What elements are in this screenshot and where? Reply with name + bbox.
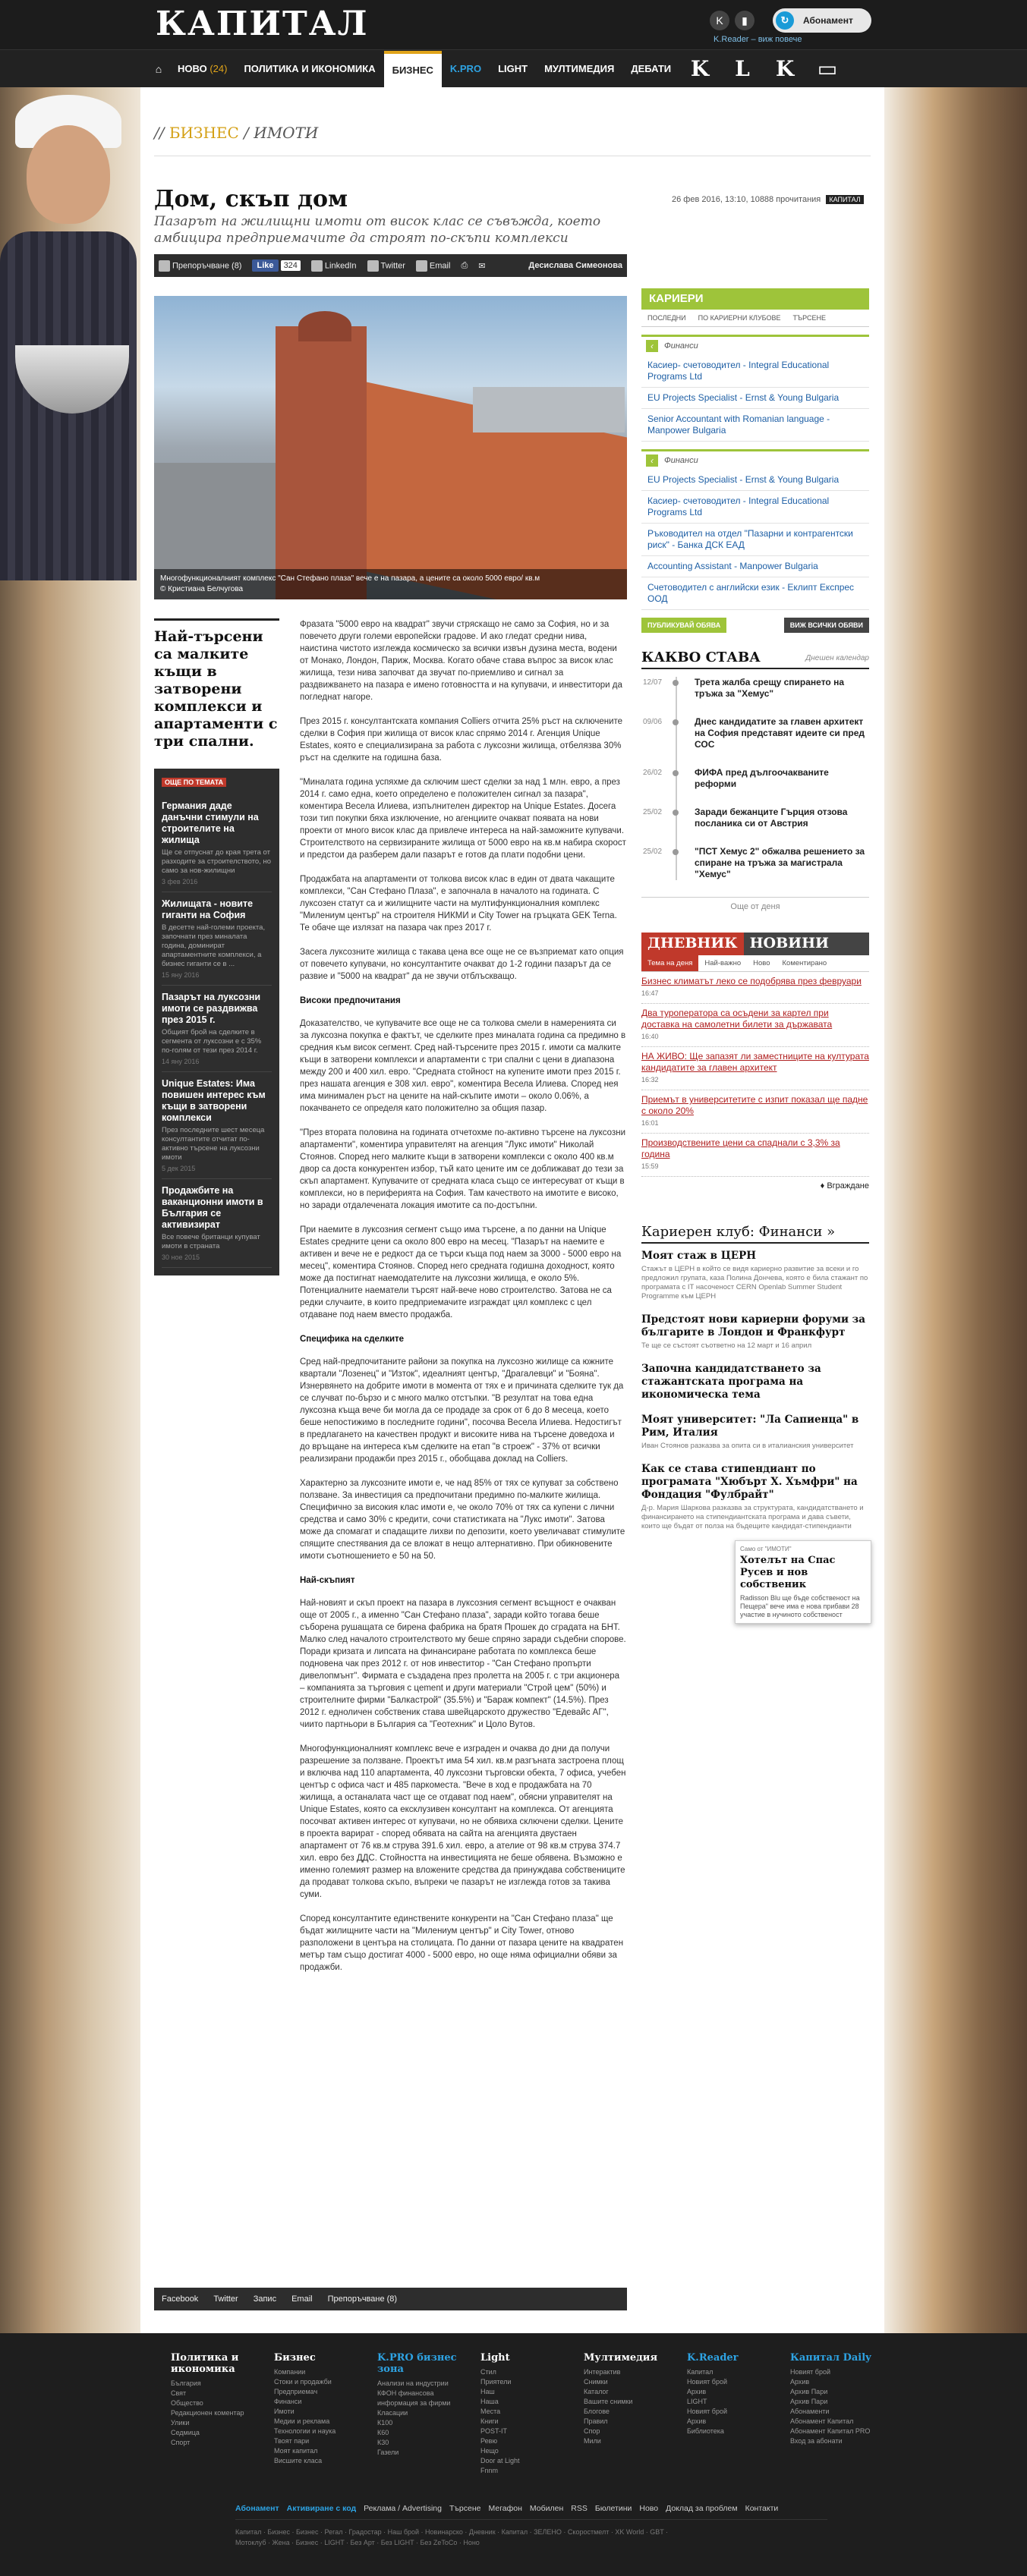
article-subheading: Най-скъпият <box>300 1576 355 1585</box>
job-listing-link[interactable]: EU Projects Specialist - Ernst & Young Bulgaria <box>641 470 869 491</box>
whats-happening <box>641 650 869 916</box>
dnevnik-news-time: 16:47 <box>641 989 659 997</box>
footer-link[interactable]: Новият брой <box>687 2378 728 2386</box>
footer-link[interactable]: Правил <box>584 2417 608 2425</box>
dnevnik-tab-important[interactable]: Най-важно <box>704 959 742 967</box>
popup-kicker: Само от "ИМОТИ" <box>740 1546 792 1552</box>
nav-item-kpro[interactable]: K.PRO <box>449 63 482 74</box>
dnevnik-news-item <box>641 1090 869 1134</box>
footer-link[interactable]: Архив <box>790 2378 810 2386</box>
footer-nav-link[interactable]: RSS <box>571 2504 588 2513</box>
footer-link[interactable]: Интерактив <box>584 2368 621 2376</box>
footer-link[interactable]: Спорт <box>171 2439 191 2446</box>
footer-link[interactable]: Наш <box>480 2388 495 2395</box>
dnevnik-news-time: 16:01 <box>641 1119 659 1127</box>
library-brand-icon[interactable]: ▭ <box>817 56 838 81</box>
footer-link[interactable]: Твоят пари <box>274 2437 310 2445</box>
timeline-event[interactable] <box>643 807 869 829</box>
top-bar <box>0 0 1027 49</box>
career-club-item <box>641 1408 869 1457</box>
footer-link[interactable]: Общество <box>171 2399 203 2407</box>
footer-link[interactable]: Fnnm <box>480 2467 499 2474</box>
footer-link[interactable]: Приятели <box>480 2378 512 2386</box>
subscribe-icon: ↻ <box>776 11 794 30</box>
footer-column-title[interactable]: Капитал Daily <box>790 2352 871 2364</box>
photo-caption: Многофункционалният комплекс "Сан Стефано плаза" вече е на пазара, а цените са около 5000 евро/ кв.м <box>160 574 540 583</box>
article-paragraph: Най-новият и скъп проект на пазара в луксозния сегмент всъщност е очакван още от 2005 г., а именно "Сан Стефано плаза", заради който тогава беше съборена рушащата се бирена фабрика на братя Прошек до сградата на БНТ. Малко след началото строителството му беше спряно заради съдебни спорове. Поради кризата и липсата на финансиране работата по комплекса беше подновена чак през 2012 г. от нов инвеститор - "Сан Стефано пропърти дивелопмънт". Фирмата е създадена през пролетта на 2005 г. с три акционера – компанията за търговия с цement и други материали "Строй цем" (50%) и строителните фирми "Балкастрой" (35.5%) и "Бараж компект" (14.5%). През 2012 г. едноличен собственик става швейцарското дружество "Едевайс АГ", чиито партньори в България са "Геотехник" и Цоло Вутов. <box>300 1599 626 1729</box>
related-topic-title[interactable]: Продажбите на ваканционни имоти в България се активизират <box>162 1185 263 1230</box>
footer-link[interactable]: Абонаменти <box>790 2408 830 2415</box>
careers-tabs <box>641 310 869 327</box>
dnevnik-tab-topic[interactable]: Тема на деня <box>641 955 698 971</box>
breadcrumb: // БИЗНЕС / ИМОТИ <box>154 124 319 142</box>
dnevnik-news-link[interactable]: Бизнес климатът леко се подобрява през февруари <box>641 976 862 986</box>
related-topic-item[interactable] <box>162 794 272 892</box>
footer-link[interactable]: Моят капитал <box>274 2447 318 2455</box>
careers-category[interactable]: ‹ Финанси <box>641 341 869 351</box>
nav-item-business[interactable]: БИЗНЕС <box>384 51 442 87</box>
site-logo[interactable]: КАПИТАЛ <box>156 5 369 43</box>
article-paragraph: "През втората половина на годината отчетохме по-активно търсене на луксозни апартаменти", коментира управителят на агенция "Лукс имоти" Николай Стоянов. Според него малките къщи в затворени комплекси с около 400 кв.м двор са доста конкурентен избор, тъй като цените им се доближават до тези за скъп апартамент. Купувачите от средната класа също се интересуват от къщи в комплекси, но в периферията на София. Там качеството на имотите е високо, но заради отдалечената локация имотите са по-достъпни. <box>300 1128 625 1210</box>
job-listing-link[interactable]: Счетоводител с английски език - Еклипт Експрес ООД <box>641 577 869 610</box>
footer-link[interactable]: Компании <box>274 2368 306 2376</box>
related-topic-desc: Общият брой на сделките в сегмента от луксозни е с 35% по-голям от тези през 2014 г. <box>162 1028 262 1055</box>
article-meta: 26 фев 2016, 13:10, 10888 прочитания КАПИТАЛ <box>672 195 864 204</box>
footer-link[interactable]: България <box>171 2379 201 2387</box>
related-topic-item[interactable] <box>162 986 272 1072</box>
footer-link[interactable]: Свят <box>171 2389 187 2397</box>
footer-nav-link[interactable]: Мобилен <box>529 2504 564 2513</box>
footer-nav-link[interactable]: Активиране с код <box>286 2504 357 2513</box>
twitter-button[interactable]: Twitter <box>367 260 405 272</box>
nav-item-light[interactable]: LIGHT <box>498 63 528 74</box>
footer-column-title[interactable]: Light <box>480 2352 510 2364</box>
article-paragraph: Засега луксозните жилища с такава цена все още не се възприемат като опция от повечето купувачи, но консултантите очакват до 1-2 години пазарът да се развие и "5000 на квадрат" да не звучи отблъскващо. <box>300 948 624 981</box>
career-club-item <box>641 1307 869 1357</box>
event-title[interactable]: Трета жалба срещу спирането на тръжа за "Хемус" <box>695 677 844 699</box>
job-listing-link[interactable]: Ръководител на отдел "Пазарни и контрагентски риск" - Банка ДСК ЕАД <box>641 524 869 556</box>
related-topic-date: 15 яну 2016 <box>162 971 200 979</box>
careers-tab-latest[interactable]: ПОСЛЕДНИ <box>647 314 686 322</box>
right-column <box>641 288 869 1537</box>
email-share-button[interactable]: Email <box>291 2294 313 2304</box>
light-brand-icon[interactable]: L <box>735 56 750 81</box>
article-subheading: Специфика на сделките <box>300 1335 405 1344</box>
footer-link[interactable]: Улики <box>171 2419 190 2427</box>
related-topic-date: 14 яну 2016 <box>162 1058 200 1065</box>
dnevnik-news-label[interactable]: НОВИНИ <box>744 933 869 955</box>
all-jobs-button[interactable]: ВИЖ ВСИЧКИ ОБЯВИ <box>784 618 869 633</box>
article-paragraph: "Миналата година успяхме да сключим шест сделки за над 1 млн. евро, а през 2014 г. само една, което определено е положителен сигнал за пазара", коментира Весела Илиева, изпълнителен директор на Unique Estates. Досега този тип покупки бяха изключение, но агенциите очакват появата на нови проекти от много висок клас да привлече интереса на най-заможните купувачи. Строителството на сервизираните жилища от 5000 евро на кв.м набира скорост и предстои да разберем дали пазарът е готов да плати подобни цени. <box>300 778 626 860</box>
footer-column-title[interactable]: Мултимедия <box>584 2352 658 2364</box>
dnevnik-news-time: 16:40 <box>641 1033 659 1040</box>
article-body <box>300 618 626 1986</box>
dnevnik-news-link[interactable]: Два туроператора са осъдени за картел при доставка на самолетни билети за държавата <box>641 1008 833 1030</box>
footer-nav-link[interactable]: Реклама / Advertising <box>364 2504 442 2513</box>
article-subheading: Високи предпочитания <box>300 996 401 1005</box>
event-date: 25/02 <box>643 808 663 816</box>
event-title[interactable]: Днес кандидатите за главен архитект на София представят идеите си пред СОС <box>695 716 865 750</box>
footer-link[interactable]: Вход за абонати <box>790 2437 843 2445</box>
careers-tab-clubs[interactable]: ПО КАРИЕРНИ КЛУБОВЕ <box>698 314 781 322</box>
kreader-icon[interactable]: K <box>710 11 729 30</box>
event-title[interactable]: ФИФА пред дългоочакваните реформи <box>695 767 829 789</box>
footer-link[interactable]: Ревю <box>480 2437 498 2445</box>
recommend-bottom-button[interactable]: Препоръчване (8) <box>327 2294 398 2304</box>
footer-nav-link[interactable]: Контакти <box>745 2504 779 2513</box>
timeline-event[interactable] <box>643 677 869 700</box>
article-title: Дом, скъп дом <box>154 186 348 212</box>
career-club-item-title[interactable]: Моят университет: "Ла Сапиенца" в Рим, Италия <box>641 1414 859 1439</box>
footer-link[interactable]: Наша <box>480 2398 499 2405</box>
dnevnik-tab-commented[interactable]: Коментирано <box>782 959 827 967</box>
footer-link[interactable]: Door at Light <box>480 2457 520 2464</box>
comment-icon[interactable]: ✉ <box>478 261 486 271</box>
footer-link[interactable]: Архив Пари <box>790 2398 828 2405</box>
mobile-icon[interactable]: ▮ <box>735 11 754 30</box>
popup-title[interactable]: Хотелът на Спас Русев и нов собственик <box>740 1555 836 1590</box>
site-footer <box>0 2333 1027 2576</box>
footer-column-title[interactable]: Политика и икономика <box>171 2352 239 2375</box>
related-topics-box <box>154 769 279 1275</box>
article-paragraph: Продажбата на апартаменти от толкова висок клас в един от двата чакащите комплекси, "Сан Стефано Плаза", е започнала в началото на годината. С луксозен статут са и жилищните части на мултифункционалния комплекс "Милениум център" на строителя НИКМИ и City Tower на гръцката GEK Terna. Те обаче ще излязат на пазара чак през 2017 г. <box>300 875 617 933</box>
dnevnik-logo[interactable]: ДНЕВНИК <box>641 933 744 955</box>
print-icon[interactable]: ⎙ <box>461 260 468 270</box>
related-topic-desc: През последните шест месеца консултантите отчитат по-активно търсене на луксозни имоти <box>162 1126 265 1162</box>
footer-link[interactable]: Каталог <box>584 2388 609 2395</box>
event-date: 25/02 <box>643 848 663 856</box>
left-column <box>154 618 279 1275</box>
calendar-link[interactable]: Днешен календар <box>805 654 869 662</box>
footer-link[interactable]: Архив <box>687 2388 707 2395</box>
kapital-brand-icon[interactable]: K <box>690 56 710 81</box>
nav-item-politics[interactable]: ПОЛИТИКА И ИКОНОМИКА <box>244 63 376 74</box>
dnevnik-news <box>641 933 869 1190</box>
article-paragraph: Фразата "5000 евро на квадрат" звучи стряскащо не само за София, но и за повечето други големи европейски градове. И ако гледат средни нива, наистина чистото изглежда космическо за всички извън дузина места, водени от Монако, Лондон, Париж, Москва. Когато обаче става въпрос за висок клас жилища, тези нива започват да звучат по-приемливо и сигнал за раздвижването на пазара е имено готовността и на купувачи, и инвеститори да погледнат нагоре. <box>300 620 622 702</box>
footer-column <box>274 2352 358 2476</box>
timeline-event[interactable] <box>643 846 869 880</box>
footer-link[interactable]: КФОН финансова информация за фирми <box>377 2389 451 2407</box>
edition-badge[interactable]: КАПИТАЛ <box>826 195 863 204</box>
timeline-event[interactable] <box>643 767 869 790</box>
footer-column-title[interactable]: K.PRO бизнес зона <box>377 2352 457 2375</box>
related-topic-date: 30 ное 2015 <box>162 1253 200 1261</box>
footer-link[interactable]: Анализи на индустрии <box>377 2379 449 2387</box>
job-listing-link[interactable]: Senior Accountant with Romanian language - Manpower Bulgaria <box>641 409 869 442</box>
career-club-item-desc: Д-р. Мария Шаркова разказва за структурата, кандидатстването и финансирането на стипендиантската програма и дава съвети, които ще бъдат от полза на бъдещите кандидат-стипендианти <box>641 1504 864 1530</box>
event-title[interactable]: "ПСТ Хемус 2" обжалва решението за спиране на тръжа за магистрала "Хемус" <box>695 846 865 879</box>
dnevnik-news-link[interactable]: Производствените цени са спаднали с 3,3% за година <box>641 1137 840 1159</box>
article-paragraph: Многофункционалният комплекс вече е изграден и очаква до дни да получи разрешение за ползване. Проектът има 54 хил. кв.м разгъната застроена площ и включва над 110 апартамента, 40 луксозни търговски обекта, 7 офиса, учебен център с офиса част и 485 паркоместа. "Вече в ход е продажбата на 70 жилища, а останалата част ще се отдават под наем", обясни управителят на Unique Estates, която са ексклузивен консултант на комплекса. От агенцията посочват активен интерес от купувачи, но не обявиха сключени сделки. Цените в проекта варират - според обявата на сайта на агенцията двустаен апартамент от 76 кв.м струва 391.6 хил. евро, а ателие от 98 кв.м струва 374.7 хил. евро без ДДС. Стойността на инвестицията не беше обявена. Възможно е именно големият размер на вложените средства да принуждава собствениците да продават толкова скъпо, въпреки че пазарът не изглежда готов за такива суми. <box>300 1744 626 1899</box>
footer-link[interactable]: Класации <box>377 2409 408 2417</box>
footer-nav-link[interactable]: Бюлетини <box>594 2504 632 2513</box>
event-title[interactable]: Заради бежанците Гърция отзова посланика си от Австрия <box>695 807 848 829</box>
career-club-item-desc: Те ще се състоят съответно на 12 март и 16 април <box>641 1341 812 1350</box>
footer-link[interactable]: Вашите снимки <box>584 2398 633 2405</box>
like-count: 324 <box>281 260 301 271</box>
related-topic-item[interactable] <box>162 1072 272 1179</box>
footer-link[interactable]: LIGHT <box>687 2398 707 2405</box>
email-icon <box>416 260 427 272</box>
footer-link[interactable]: Снимки <box>584 2378 608 2386</box>
footer-nav-link[interactable]: Абонамент <box>235 2504 279 2513</box>
footer-link[interactable]: К60 <box>377 2429 389 2436</box>
nav-item-debates[interactable]: ДЕБАТИ <box>631 63 672 74</box>
footer-link[interactable]: Финанси <box>274 2398 302 2405</box>
home-icon[interactable]: ⌂ <box>155 63 162 75</box>
footer-nav-link[interactable]: Търсене <box>449 2504 481 2513</box>
footer-link[interactable]: Абонамент Капитал PRO <box>790 2427 871 2435</box>
footer-link[interactable]: Мили <box>584 2437 601 2445</box>
career-club-item <box>641 1457 869 1537</box>
footer-link[interactable]: К30 <box>377 2439 389 2446</box>
footer-link[interactable]: Блогове <box>584 2408 610 2415</box>
job-listing-link[interactable]: EU Projects Specialist - Ernst & Young Bulgaria <box>641 388 869 409</box>
related-topic-date: 5 дек 2015 <box>162 1165 196 1172</box>
career-club-item <box>641 1357 869 1408</box>
job-listing-link[interactable]: Касиер- счетоводител - Integral Educational Programs Ltd <box>641 491 869 524</box>
email-button[interactable]: Email <box>416 260 451 272</box>
author-name[interactable]: Десислава Симеонова <box>528 261 622 270</box>
publish-job-button[interactable]: ПУБЛИКУВАЙ ОБЯВА <box>641 618 726 633</box>
footer-link[interactable]: Книги <box>480 2417 499 2425</box>
footer-link[interactable]: Новият брой <box>687 2408 728 2415</box>
job-listing-link[interactable]: Касиер- счетоводител - Integral Educational Programs Ltd <box>641 355 869 388</box>
event-date: 09/06 <box>643 718 663 726</box>
dnevnik-news-time: 15:59 <box>641 1162 659 1170</box>
footer-link[interactable]: Капитал <box>687 2368 714 2376</box>
share-bar <box>154 254 627 277</box>
more-days-link[interactable]: Още от деня <box>641 897 869 916</box>
footer-link[interactable]: Стил <box>480 2368 496 2376</box>
article-paragraph: Характерно за луксозните имоти е, че над 85% от тях се купуват за собствено ползване. За инвестиция са предпочитани предимно по-малките жилища. Специфично за високия клас имоти е, че около 70% от тях са купени с лични средства и само 30% с кредити, сочи статистиката на "Лукс имоти". Затова може да спомагат и спадащите лихви по депозити, което увеличават стимулите спящите спестявания да се вложат в нещо алтернативно. При обикновените имоти съотношението е 50 на 50. <box>300 1479 625 1561</box>
dnevnik-tab-new[interactable]: Ново <box>753 959 770 967</box>
bottom-share-bar <box>154 2288 627 2310</box>
footer-link[interactable]: Предприемач <box>274 2388 318 2395</box>
footer-link[interactable]: К100 <box>377 2419 393 2427</box>
article-paragraph: Доказателство, че купувачите все още не са толкова смели в намеренията си за луксозна покупка е фактът, че сделките през миналата година са предимно в средния към висок сегмент. Сред най-търсените през 2015 г. имоти са малките къщи в затворени комплекси и апартаменти с три спални с цени в диапазона между 200 и 400 хил. евро. "Средната стойност на купените имоти през 2015 г. през нашата агенция е 308 хил. евро", коментира Весела Илиева. Според нея има минимален ръст на цените на най-скъпите имоти – около 0.06%, а покачването се определя като положително за общия пазар. <box>300 1019 626 1113</box>
related-topic-date: 3 фев 2016 <box>162 878 198 885</box>
related-topic-title[interactable]: Пазарът на луксозни имоти се раздвижва през 2015 г. <box>162 992 261 1025</box>
article-photo[interactable] <box>154 296 627 599</box>
event-date: 26/02 <box>643 769 663 777</box>
pull-quote: Най-търсени са малките къщи в затворени комплекси и апартаменти с три спални. <box>154 618 279 750</box>
footer-link[interactable]: Стоки и продажби <box>274 2378 332 2386</box>
job-listing-link[interactable]: Accounting Assistant - Manpower Bulgaria <box>641 556 869 577</box>
dnevnik-news-time: 16:32 <box>641 1076 659 1084</box>
dnevnik-news-link[interactable]: НА ЖИВО: Ще запазят ли заместниците на културата кандидатите за главен архитект <box>641 1051 869 1073</box>
dnevnik-news-item <box>641 1004 869 1047</box>
footer-link[interactable]: Абонамент Капитал <box>790 2417 854 2425</box>
main-navigation <box>0 49 1027 87</box>
related-topic-item[interactable] <box>162 892 272 986</box>
career-club-item-desc: Стажът в ЦЕРН в който се видя кариерно развитие за всеки и го предложил групата, каза Полина Дончева, която е била стажант по програмата с IT насоченост CERN Openlab Summer Student Programme към ЦЕРН <box>641 1265 868 1301</box>
dnevnik-news-link[interactable]: Приемът в университетите с изпит показал ще падне с около 20% <box>641 1094 868 1116</box>
timeline-event[interactable] <box>643 716 869 750</box>
footer-link[interactable]: Места <box>480 2408 501 2415</box>
footer-link[interactable]: POST-IT <box>480 2427 508 2435</box>
article-paragraph: Сред най-предпочитаните райони за покупка на луксозно жилище са южните квартали "Лозенец" и "Изток", идеалният център, "Драгалевци" и "Бояна". Изнервянето на добрите имоти в момента от тях е и причината сделките тук да се случват по-бързо и с много малко отстъпки. "В резултат на това една луксозна къща вече би могла да се продаде за срок от 6 до 8 месеца, което беше непостижимо в последните години", посочва Весела Илиева. Недостигът в предлагането на качествен продукт и високите нива на търсене доведоха и до връщане на интереса към сделките на етап "в строеж" - 37% от всички реализирани продажби през 2015 г., обобщава доклад на Colliers. <box>300 1357 624 1464</box>
career-club-item-title[interactable]: Как се става стипендиант по програмата "Хюбърт Х. Хъмфри" на Фондация "Фулбрайт" <box>641 1463 858 1501</box>
facebook-like-button[interactable]: Like 324 <box>252 261 300 270</box>
career-club-title[interactable]: Кариерен клуб: Финанси » <box>641 1224 869 1244</box>
career-club-item-desc: Иван Стоянов разказва за опита си в италианския университет <box>641 1442 854 1450</box>
footer-column <box>687 2352 770 2476</box>
event-date: 12/07 <box>643 678 663 687</box>
footer-column <box>480 2352 564 2476</box>
recommend-button[interactable]: Препоръчване (8) <box>159 260 241 272</box>
footer-nav-link[interactable]: Доклад за проблем <box>666 2504 738 2513</box>
related-topic-item[interactable] <box>162 1179 272 1268</box>
footer-link[interactable]: Седмица <box>171 2429 200 2436</box>
article-subtitle: Пазарът на жилищни имоти от висок клас се съвъжда, което амбицира предприемачите да строят по-скъпи комплекси <box>154 214 601 246</box>
footer-link[interactable]: Библиотека <box>687 2427 724 2435</box>
linkedin-button[interactable]: LinkedIn <box>311 260 357 272</box>
facebook-share-button[interactable]: Facebook <box>162 2294 199 2304</box>
related-topics-label: ОЩЕ ПО ТЕМАТА <box>162 778 226 787</box>
article-paragraph: През 2015 г. консултантската компания Colliers отчита 25% ръст на сключените сделки в София при жилища от висок клас спрямо 2014 г. Агенция Unique Estates, която е специализирана за работа с луксозни жилища, отбелязва 30% ръст на сделките на годишна база. <box>300 717 623 763</box>
careers-tab-search[interactable]: ТЪРСЕНЕ <box>792 314 827 322</box>
popup-desc: Radisson Blu ще бъде собственост на Пещера" вече има е нова прибави 28 участие в нучиното собственост <box>740 1594 860 1618</box>
footer-link[interactable]: Имоти <box>274 2408 295 2415</box>
footer-link[interactable]: Технологии и наука <box>274 2427 336 2435</box>
related-topic-desc: В десетте най-големи проекта, започнати през миналата година, доминират апартаментните комплекси, а бизнес гиганти се в ... <box>162 923 266 968</box>
recommended-popup[interactable] <box>735 1540 871 1624</box>
footer-link[interactable]: Спор <box>584 2427 600 2435</box>
dnevnik-news-item <box>641 1134 869 1177</box>
related-topic-desc: Ще се отпуснат до края трета от разходите за строителството, но само за нов-жилищни <box>162 848 272 875</box>
footer-column <box>171 2352 254 2476</box>
nav-item-multimedia[interactable]: МУЛТИМЕДИЯ <box>544 63 615 74</box>
footer-column <box>584 2352 667 2476</box>
career-club-item-title[interactable]: Започна кандидатстването за стажантската програма на икономическа тема <box>641 1363 821 1401</box>
embed-link[interactable]: ♦ Вграждане <box>820 1181 869 1190</box>
recommend-icon <box>159 260 170 272</box>
careers-category[interactable]: ‹ Финанси <box>641 456 869 465</box>
content-page <box>140 87 884 2333</box>
footer-link[interactable]: Газели <box>377 2449 399 2456</box>
footer-link[interactable]: Новият брой <box>790 2368 831 2376</box>
related-topic-title[interactable]: Германия даде данъчни стимули на строителите на жилища <box>162 800 259 845</box>
career-club-item-title[interactable]: Предстоят нови кариерни форуми за българите в Лондон и Франкфурт <box>641 1313 866 1338</box>
footer-network-links[interactable]: Капитал · Бизнес · Бизнес · Регал · Градостар · Наш брой · Новинарско · Дневник · Капитал · ЗЕЛЕНО · Скоростмелт · XK World · GBT · Мотоклуб · Жена · Бизнес · LIGHT · Без Арт · Без LIGHT · Без ZeToCo · Ноно <box>235 2528 669 2546</box>
breadcrumb-subsection[interactable]: ИМОТИ <box>254 124 319 142</box>
footer-nav-link[interactable]: Мегафон <box>488 2504 522 2513</box>
footer-link[interactable]: Медии и реклама <box>274 2417 330 2425</box>
dnevnik-news-item <box>641 1047 869 1090</box>
breadcrumb-section[interactable]: БИЗНЕС <box>169 124 239 142</box>
related-topic-title[interactable]: Unique Estates: Има повишен интерес към къщи в затворени комплекси <box>162 1078 266 1123</box>
careers-title[interactable]: КАРИЕРИ <box>641 288 869 310</box>
footer-link[interactable]: Нещо <box>480 2447 499 2455</box>
save-button[interactable]: Запис <box>253 2294 277 2304</box>
kreader-link[interactable]: K.Reader – виж повече <box>714 35 802 44</box>
twitter-icon <box>367 260 379 272</box>
career-club <box>641 1224 869 1537</box>
article-paragraph: При наемите в луксозния сегмент също има търсене, а по данни на Unique Estates средните цени са около 800 евро на месец. "Пазарът на наемите е активен и вече не е редкост да се търси къща под наем за 3000 - 5000 евро на месец", коментира Стоянов. Според него средната годишна доходност, която може да постигнат наемодателите на луксозни жилища, е около 5%. Потенциалните наематели търсят най-вече ново строителство. Затова не са редки случаите, в които предприемачите изграждат цял комплекс с цел отдаване под наем вместо продажба. <box>300 1225 622 1319</box>
twitter-share-button[interactable]: Twitter <box>213 2294 238 2304</box>
footer-column-title[interactable]: Бизнес <box>274 2352 316 2364</box>
footer-link[interactable]: Редакционен коментар <box>171 2409 244 2417</box>
footer-link[interactable]: Висшите класа <box>274 2457 323 2464</box>
photo-credit: © Кристиана Белчугова <box>160 585 244 593</box>
career-club-item-title[interactable]: Моят стаж в ЦЕРН <box>641 1250 756 1262</box>
subscribe-button[interactable]: ↻ Абонамент <box>773 8 871 33</box>
footer-link[interactable]: Архив <box>687 2417 707 2425</box>
kpro-brand-icon[interactable]: K <box>775 56 795 81</box>
background-chef-illustration <box>0 95 137 580</box>
linkedin-icon <box>311 260 323 272</box>
related-topic-desc: Все повече британци купуват имоти в страната <box>162 1233 260 1250</box>
footer-column <box>790 2352 874 2476</box>
career-club-item <box>641 1244 869 1307</box>
footer-column <box>377 2352 461 2476</box>
footer-nav-link[interactable]: Ново <box>639 2504 659 2513</box>
article-paragraph: Според консултантите единствените конкуренти на "Сан Стефано плаза" ще бъдат жилищните части на "Милениум център" и City Tower, отново разположени в центъра на столицата. По данни от пазара цените на квадратен метър там също достигат 4000 - 5000 евро, но още няма официални обяви за продажби. <box>300 1914 624 1972</box>
footer-column-title[interactable]: K.Reader <box>687 2352 739 2364</box>
footer-link[interactable]: Архив Пари <box>790 2388 828 2395</box>
nav-item-new[interactable]: НОВО (24) <box>178 63 228 74</box>
whats-happening-title: КАКВО СТАВА <box>641 650 761 665</box>
related-topic-title[interactable]: Жилищата - новите гиганти на София <box>162 898 254 920</box>
dnevnik-news-item <box>641 972 869 1004</box>
